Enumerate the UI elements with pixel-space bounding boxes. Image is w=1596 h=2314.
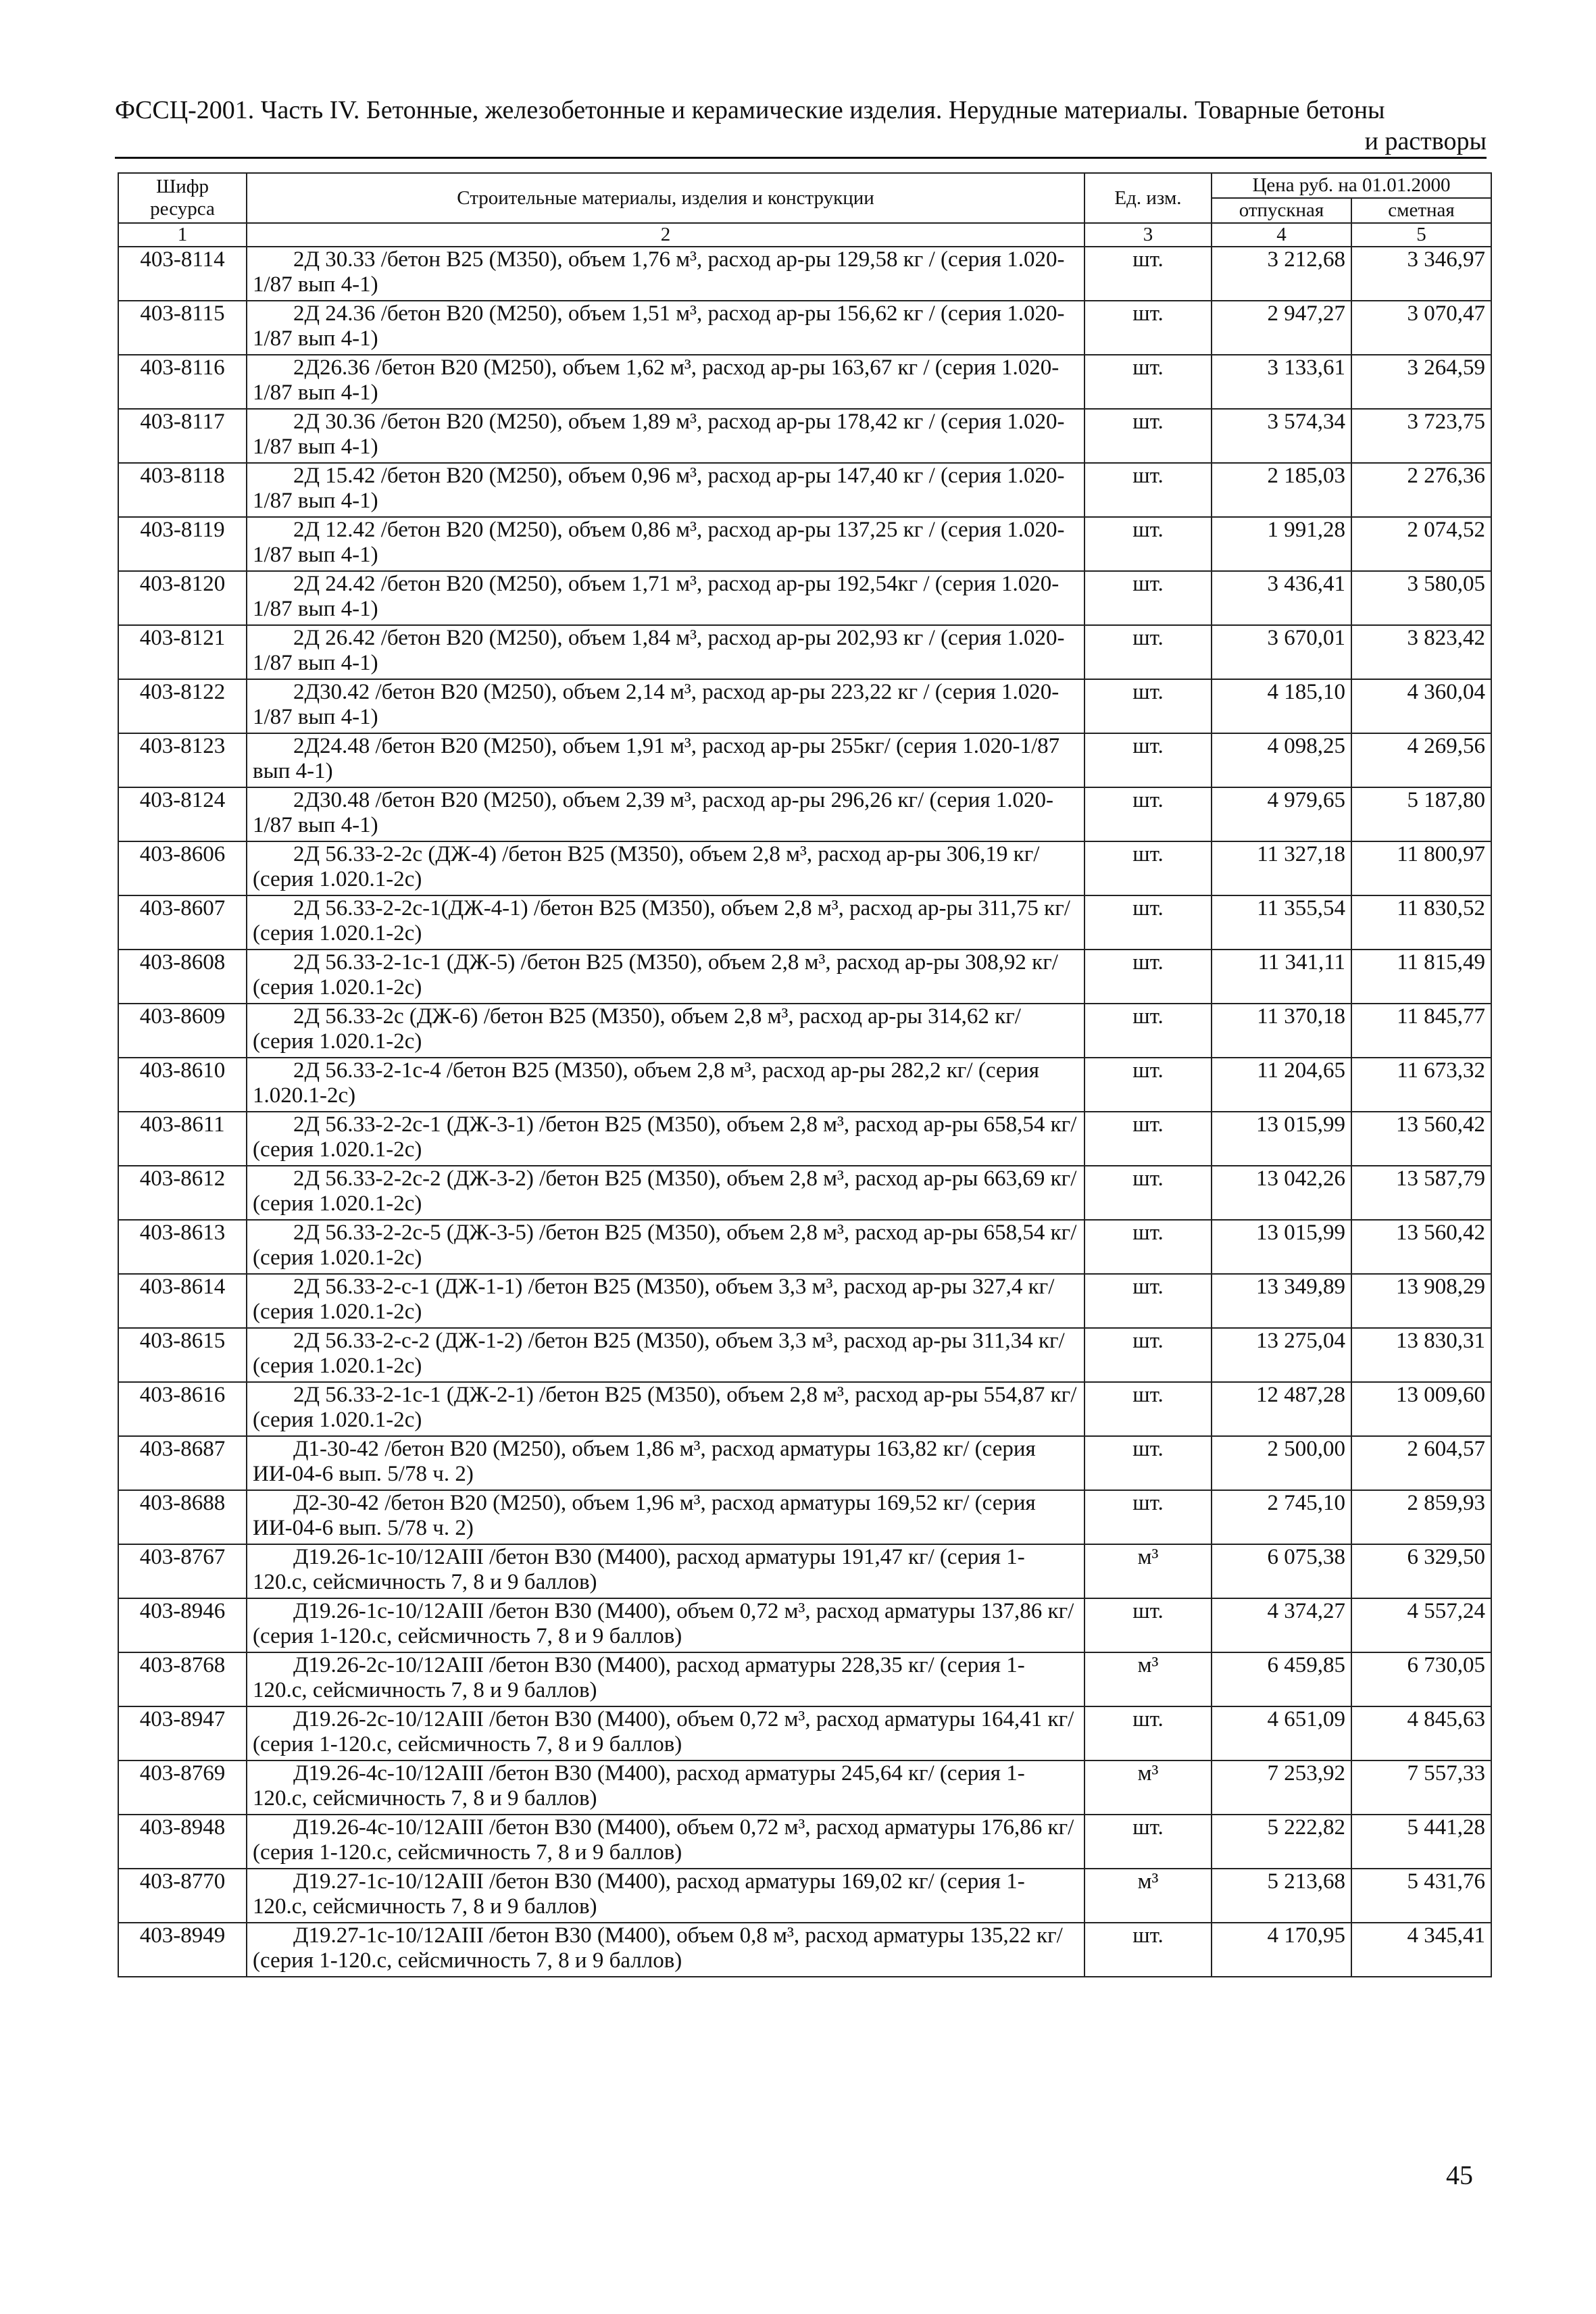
table-row: [118, 733, 1491, 787]
unit-cell: шт.: [1084, 1706, 1212, 1761]
col-header-price: Цена руб. на 01.01.2000: [1212, 173, 1491, 198]
price-estimate-cell: 2 604,57: [1351, 1436, 1491, 1490]
unit-cell: шт.: [1084, 1274, 1212, 1328]
price-release-cell: 11 370,18: [1212, 1004, 1351, 1058]
unit-cell: шт.: [1084, 463, 1212, 517]
resource-code-cell: 403-8948: [118, 1815, 247, 1869]
price-estimate-cell: 11 830,52: [1351, 895, 1491, 950]
price-release-cell: 4 098,25: [1212, 733, 1351, 787]
resource-code-cell: 403-8613: [118, 1220, 247, 1274]
price-estimate-cell: 11 800,97: [1351, 841, 1491, 895]
material-name-cell: Д19.27-1с-10/12АIII /бетон В30 (М400), объем 0,8 м³, расход арматуры 135,22 кг/ (серия 1-120.с, сейсмичность 7, 8 и 9 баллов): [247, 1923, 1084, 1977]
price-release-cell: 4 979,65: [1212, 787, 1351, 841]
col-number: 5: [1351, 223, 1491, 247]
material-name-cell: Д19.26-4с-10/12АIII /бетон В30 (М400), объем 0,72 м³, расход арматуры 176,86 кг/ (серия 1-120.с, сейсмичность 7, 8 и 9 баллов): [247, 1815, 1084, 1869]
resource-code-cell: 403-8946: [118, 1598, 247, 1652]
table-row: [118, 1382, 1491, 1436]
price-estimate-cell: 3 723,75: [1351, 409, 1491, 463]
price-estimate-cell: 4 345,41: [1351, 1923, 1491, 1977]
table-row: [118, 409, 1491, 463]
table-row: [118, 625, 1491, 679]
table-row: [118, 1328, 1491, 1382]
table-row: [118, 1652, 1491, 1706]
resource-code-cell: 403-8770: [118, 1869, 247, 1923]
table-row: [118, 841, 1491, 895]
price-release-cell: 5 222,82: [1212, 1815, 1351, 1869]
unit-cell: м³: [1084, 1544, 1212, 1598]
unit-cell: шт.: [1084, 355, 1212, 409]
price-estimate-cell: 2 859,93: [1351, 1490, 1491, 1544]
material-name-cell: 2Д 12.42 /бетон В20 (М250), объем 0,86 м³, расход ар-ры 137,25 кг / (серия 1.020-1/87 вып 4-1): [247, 517, 1084, 571]
price-estimate-cell: 13 009,60: [1351, 1382, 1491, 1436]
table-row: [118, 301, 1491, 355]
price-release-cell: 2 745,10: [1212, 1490, 1351, 1544]
price-estimate-cell: 2 276,36: [1351, 463, 1491, 517]
material-name-cell: 2Д 30.33 /бетон В25 (М350), объем 1,76 м³, расход ар-ры 129,58 кг / (серия 1.020-1/87 вып 4-1): [247, 247, 1084, 301]
table-body: [118, 247, 1491, 1977]
table-row: [118, 1706, 1491, 1761]
resource-code-cell: 403-8608: [118, 950, 247, 1004]
unit-cell: шт.: [1084, 787, 1212, 841]
price-estimate-cell: 7 557,33: [1351, 1761, 1491, 1815]
resource-code-cell: 403-8768: [118, 1652, 247, 1706]
material-name-cell: Д19.26-4с-10/12АIII /бетон В30 (М400), расход арматуры 245,64 кг/ (серия 1-120.с, сейсмичность 7, 8 и 9 баллов): [247, 1761, 1084, 1815]
resource-code-cell: 403-8616: [118, 1382, 247, 1436]
price-release-cell: 4 170,95: [1212, 1923, 1351, 1977]
material-name-cell: 2Д24.48 /бетон В20 (М250), объем 1,91 м³, расход ар-ры 255кг/ (серия 1.020-1/87 вып 4-1): [247, 733, 1084, 787]
table-row: [118, 679, 1491, 733]
material-name-cell: 2Д 24.36 /бетон В20 (М250), объем 1,51 м³, расход ар-ры 156,62 кг / (серия 1.020-1/87 вып 4-1): [247, 301, 1084, 355]
price-release-cell: 11 204,65: [1212, 1058, 1351, 1112]
col-header-price-release: отпускная: [1212, 198, 1351, 223]
unit-cell: шт.: [1084, 517, 1212, 571]
material-name-cell: 2Д 56.33-2-1с-1 (ДЖ-5) /бетон В25 (М350), объем 2,8 м³, расход ар-ры 308,92 кг/ (серия 1.020.1-2с): [247, 950, 1084, 1004]
table-row: [118, 1112, 1491, 1166]
table-row: [118, 895, 1491, 950]
table-row: [118, 950, 1491, 1004]
resource-code-cell: 403-8119: [118, 517, 247, 571]
unit-cell: шт.: [1084, 733, 1212, 787]
price-estimate-cell: 4 269,56: [1351, 733, 1491, 787]
price-estimate-cell: 3 346,97: [1351, 247, 1491, 301]
price-estimate-cell: 3 580,05: [1351, 571, 1491, 625]
resource-code-cell: 403-8947: [118, 1706, 247, 1761]
unit-cell: шт.: [1084, 1328, 1212, 1382]
price-estimate-cell: 3 070,47: [1351, 301, 1491, 355]
table-row: [118, 517, 1491, 571]
resource-code-cell: 403-8607: [118, 895, 247, 950]
material-name-cell: Д19.27-1с-10/12АIII /бетон В30 (М400), расход арматуры 169,02 кг/ (серия 1-120.с, сейсмичность 7, 8 и 9 баллов): [247, 1869, 1084, 1923]
page-number: 45: [1446, 2160, 1473, 2190]
unit-cell: шт.: [1084, 841, 1212, 895]
resource-code-cell: 403-8123: [118, 733, 247, 787]
unit-cell: шт.: [1084, 1815, 1212, 1869]
resource-code-cell: 403-8122: [118, 679, 247, 733]
price-release-cell: 3 574,34: [1212, 409, 1351, 463]
price-release-cell: 1 991,28: [1212, 517, 1351, 571]
resource-code-cell: 403-8611: [118, 1112, 247, 1166]
material-name-cell: 2Д 56.33-2с (ДЖ-6) /бетон В25 (М350), объем 2,8 м³, расход ар-ры 314,62 кг/ (серия 1.020.1-2с): [247, 1004, 1084, 1058]
price-release-cell: 13 275,04: [1212, 1328, 1351, 1382]
table-row: [118, 1166, 1491, 1220]
col-header-code: Шифр ресурса: [118, 173, 247, 223]
unit-cell: шт.: [1084, 571, 1212, 625]
table-row: [118, 571, 1491, 625]
table-row: [118, 1544, 1491, 1598]
price-release-cell: 7 253,92: [1212, 1761, 1351, 1815]
unit-cell: шт.: [1084, 1436, 1212, 1490]
material-name-cell: 2Д 26.42 /бетон В20 (М250), объем 1,84 м³, расход ар-ры 202,93 кг / (серия 1.020-1/87 вып 4-1): [247, 625, 1084, 679]
unit-cell: м³: [1084, 1761, 1212, 1815]
unit-cell: шт.: [1084, 950, 1212, 1004]
resource-code-cell: 403-8114: [118, 247, 247, 301]
material-name-cell: 2Д 56.33-2-2с (ДЖ-4) /бетон В25 (М350), объем 2,8 м³, расход ар-ры 306,19 кг/ (серия 1.020.1-2с): [247, 841, 1084, 895]
material-name-cell: 2Д 56.33-2-с-2 (ДЖ-1-2) /бетон В25 (М350), объем 3,3 м³, расход ар-ры 311,34 кг/ (серия 1.020.1-2с): [247, 1328, 1084, 1382]
price-release-cell: 3 670,01: [1212, 625, 1351, 679]
price-estimate-cell: 5 187,80: [1351, 787, 1491, 841]
material-name-cell: 2Д 56.33-2-2с-5 (ДЖ-3-5) /бетон В25 (М350), объем 2,8 м³, расход ар-ры 658,54 кг/ (серия 1.020.1-2с): [247, 1220, 1084, 1274]
price-release-cell: 13 349,89: [1212, 1274, 1351, 1328]
unit-cell: шт.: [1084, 1058, 1212, 1112]
table-row: [118, 1598, 1491, 1652]
resource-code-cell: 403-8610: [118, 1058, 247, 1112]
price-release-cell: 11 341,11: [1212, 950, 1351, 1004]
resource-code-cell: 403-8118: [118, 463, 247, 517]
unit-cell: шт.: [1084, 247, 1212, 301]
resource-code-cell: 403-8612: [118, 1166, 247, 1220]
price-release-cell: 11 327,18: [1212, 841, 1351, 895]
price-release-cell: 6 075,38: [1212, 1544, 1351, 1598]
price-estimate-cell: 2 074,52: [1351, 517, 1491, 571]
material-name-cell: 2Д 56.33-2-1с-4 /бетон В25 (М350), объем 2,8 м³, расход ар-ры 282,2 кг/ (серия 1.020.1-2с): [247, 1058, 1084, 1112]
resource-code-cell: 403-8609: [118, 1004, 247, 1058]
unit-cell: м³: [1084, 1652, 1212, 1706]
resource-code-cell: 403-8606: [118, 841, 247, 895]
price-estimate-cell: 13 830,31: [1351, 1328, 1491, 1382]
price-release-cell: 13 015,99: [1212, 1220, 1351, 1274]
table-row: [118, 1004, 1491, 1058]
material-name-cell: 2Д 56.33-2-2с-2 (ДЖ-3-2) /бетон В25 (М350), объем 2,8 м³, расход ар-ры 663,69 кг/ (серия 1.020.1-2с): [247, 1166, 1084, 1220]
price-estimate-cell: 13 560,42: [1351, 1112, 1491, 1166]
resource-code-cell: 403-8614: [118, 1274, 247, 1328]
price-table: [118, 172, 1492, 1977]
table-row: [118, 355, 1491, 409]
col-header-unit: Ед. изм.: [1084, 173, 1212, 223]
price-estimate-cell: 11 815,49: [1351, 950, 1491, 1004]
table-row: [118, 1436, 1491, 1490]
unit-cell: шт.: [1084, 1382, 1212, 1436]
resource-code-cell: 403-8116: [118, 355, 247, 409]
price-estimate-cell: 6 730,05: [1351, 1652, 1491, 1706]
price-estimate-cell: 4 845,63: [1351, 1706, 1491, 1761]
resource-code-cell: 403-8615: [118, 1328, 247, 1382]
material-name-cell: 2Д 56.33-2-2с-1 (ДЖ-3-1) /бетон В25 (М350), объем 2,8 м³, расход ар-ры 658,54 кг/ (серия 1.020.1-2с): [247, 1112, 1084, 1166]
price-release-cell: 6 459,85: [1212, 1652, 1351, 1706]
col-number: 2: [247, 223, 1084, 247]
price-estimate-cell: 13 560,42: [1351, 1220, 1491, 1274]
material-name-cell: Д19.26-2с-10/12АIII /бетон В30 (М400), расход арматуры 228,35 кг/ (серия 1-120.с, сейсмичность 7, 8 и 9 баллов): [247, 1652, 1084, 1706]
col-number: 4: [1212, 223, 1351, 247]
unit-cell: шт.: [1084, 1598, 1212, 1652]
table-row: [118, 1058, 1491, 1112]
material-name-cell: 2Д 30.36 /бетон В20 (М250), объем 1,89 м³, расход ар-ры 178,42 кг / (серия 1.020-1/87 вып 4-1): [247, 409, 1084, 463]
price-release-cell: 2 185,03: [1212, 463, 1351, 517]
col-number: 1: [118, 223, 247, 247]
material-name-cell: Д19.26-2с-10/12АIII /бетон В30 (М400), объем 0,72 м³, расход арматуры 164,41 кг/ (серия 1-120.с, сейсмичность 7, 8 и 9 баллов): [247, 1706, 1084, 1761]
col-header-price-estimate: сметная: [1351, 198, 1491, 223]
header-title-line1: ФССЦ-2001. Часть IV. Бетонные, железобетонные и керамические изделия. Нерудные материалы. Товарные бетоны: [115, 96, 1385, 124]
unit-cell: шт.: [1084, 1923, 1212, 1977]
price-estimate-cell: 3 823,42: [1351, 625, 1491, 679]
table-row: [118, 1815, 1491, 1869]
price-release-cell: 13 042,26: [1212, 1166, 1351, 1220]
table-row: [118, 1274, 1491, 1328]
price-estimate-cell: 4 557,24: [1351, 1598, 1491, 1652]
col-number: 3: [1084, 223, 1212, 247]
page-header: [115, 95, 1487, 159]
material-name-cell: 2Д 56.33-2-1с-1 (ДЖ-2-1) /бетон В25 (М350), объем 2,8 м³, расход ар-ры 554,87 кг/ (серия 1.020.1-2с): [247, 1382, 1084, 1436]
price-release-cell: 2 947,27: [1212, 301, 1351, 355]
unit-cell: шт.: [1084, 1004, 1212, 1058]
table-row: [118, 1220, 1491, 1274]
table-row: [118, 1761, 1491, 1815]
unit-cell: шт.: [1084, 1490, 1212, 1544]
header-title-line2: и растворы: [115, 126, 1487, 159]
material-name-cell: 2Д 56.33-2-с-1 (ДЖ-1-1) /бетон В25 (М350), объем 3,3 м³, расход ар-ры 327,4 кг/ (серия 1.020.1-2с): [247, 1274, 1084, 1328]
resource-code-cell: 403-8688: [118, 1490, 247, 1544]
price-estimate-cell: 11 673,32: [1351, 1058, 1491, 1112]
table-row: [118, 463, 1491, 517]
material-name-cell: Д19.26-1с-10/12АIII /бетон В30 (М400), расход арматуры 191,47 кг/ (серия 1-120.с, сейсмичность 7, 8 и 9 баллов): [247, 1544, 1084, 1598]
price-release-cell: 12 487,28: [1212, 1382, 1351, 1436]
price-release-cell: 4 185,10: [1212, 679, 1351, 733]
resource-code-cell: 403-8124: [118, 787, 247, 841]
col-header-name: Строительные материалы, изделия и конструкции: [247, 173, 1084, 223]
unit-cell: шт.: [1084, 679, 1212, 733]
unit-cell: шт.: [1084, 409, 1212, 463]
resource-code-cell: 403-8121: [118, 625, 247, 679]
price-release-cell: 11 355,54: [1212, 895, 1351, 950]
material-name-cell: 2Д 56.33-2-2с-1(ДЖ-4-1) /бетон В25 (М350), объем 2,8 м³, расход ар-ры 311,75 кг/ (серия 1.020.1-2с): [247, 895, 1084, 950]
price-release-cell: 2 500,00: [1212, 1436, 1351, 1490]
material-name-cell: 2Д26.36 /бетон В20 (М250), объем 1,62 м³, расход ар-ры 163,67 кг / (серия 1.020-1/87 вып 4-1): [247, 355, 1084, 409]
price-estimate-cell: 5 431,76: [1351, 1869, 1491, 1923]
material-name-cell: Д1-30-42 /бетон В20 (М250), объем 1,86 м³, расход арматуры 163,82 кг/ (серия ИИ-04-6 вып. 5/78 ч. 2): [247, 1436, 1084, 1490]
price-release-cell: 4 374,27: [1212, 1598, 1351, 1652]
resource-code-cell: 403-8949: [118, 1923, 247, 1977]
price-estimate-cell: 13 908,29: [1351, 1274, 1491, 1328]
price-estimate-cell: 3 264,59: [1351, 355, 1491, 409]
unit-cell: шт.: [1084, 625, 1212, 679]
price-estimate-cell: 6 329,50: [1351, 1544, 1491, 1598]
price-estimate-cell: 11 845,77: [1351, 1004, 1491, 1058]
table-row: [118, 247, 1491, 301]
unit-cell: м³: [1084, 1869, 1212, 1923]
unit-cell: шт.: [1084, 1112, 1212, 1166]
table-row: [118, 1923, 1491, 1977]
material-name-cell: 2Д30.48 /бетон В20 (М250), объем 2,39 м³, расход ар-ры 296,26 кг/ (серия 1.020-1/87 вып 4-1): [247, 787, 1084, 841]
price-estimate-cell: 5 441,28: [1351, 1815, 1491, 1869]
resource-code-cell: 403-8769: [118, 1761, 247, 1815]
unit-cell: шт.: [1084, 301, 1212, 355]
table-row: [118, 1869, 1491, 1923]
material-name-cell: 2Д 24.42 /бетон В20 (М250), объем 1,71 м³, расход ар-ры 192,54кг / (серия 1.020-1/87 вып 4-1): [247, 571, 1084, 625]
price-estimate-cell: 13 587,79: [1351, 1166, 1491, 1220]
price-release-cell: 3 436,41: [1212, 571, 1351, 625]
material-name-cell: 2Д 15.42 /бетон В20 (М250), объем 0,96 м³, расход ар-ры 147,40 кг / (серия 1.020-1/87 вып 4-1): [247, 463, 1084, 517]
price-release-cell: 13 015,99: [1212, 1112, 1351, 1166]
price-release-cell: 3 212,68: [1212, 247, 1351, 301]
unit-cell: шт.: [1084, 1220, 1212, 1274]
unit-cell: шт.: [1084, 1166, 1212, 1220]
material-name-cell: Д2-30-42 /бетон В20 (М250), объем 1,96 м³, расход арматуры 169,52 кг/ (серия ИИ-04-6 вып. 5/78 ч. 2): [247, 1490, 1084, 1544]
table-row: [118, 1490, 1491, 1544]
price-release-cell: 3 133,61: [1212, 355, 1351, 409]
resource-code-cell: 403-8117: [118, 409, 247, 463]
material-name-cell: Д19.26-1с-10/12АIII /бетон В30 (М400), объем 0,72 м³, расход арматуры 137,86 кг/ (серия 1-120.с, сейсмичность 7, 8 и 9 баллов): [247, 1598, 1084, 1652]
table-row: [118, 787, 1491, 841]
resource-code-cell: 403-8687: [118, 1436, 247, 1490]
price-release-cell: 5 213,68: [1212, 1869, 1351, 1923]
resource-code-cell: 403-8115: [118, 301, 247, 355]
unit-cell: шт.: [1084, 895, 1212, 950]
resource-code-cell: 403-8767: [118, 1544, 247, 1598]
price-estimate-cell: 4 360,04: [1351, 679, 1491, 733]
material-name-cell: 2Д30.42 /бетон В20 (М250), объем 2,14 м³, расход ар-ры 223,22 кг / (серия 1.020-1/87 вып 4-1): [247, 679, 1084, 733]
price-release-cell: 4 651,09: [1212, 1706, 1351, 1761]
resource-code-cell: 403-8120: [118, 571, 247, 625]
